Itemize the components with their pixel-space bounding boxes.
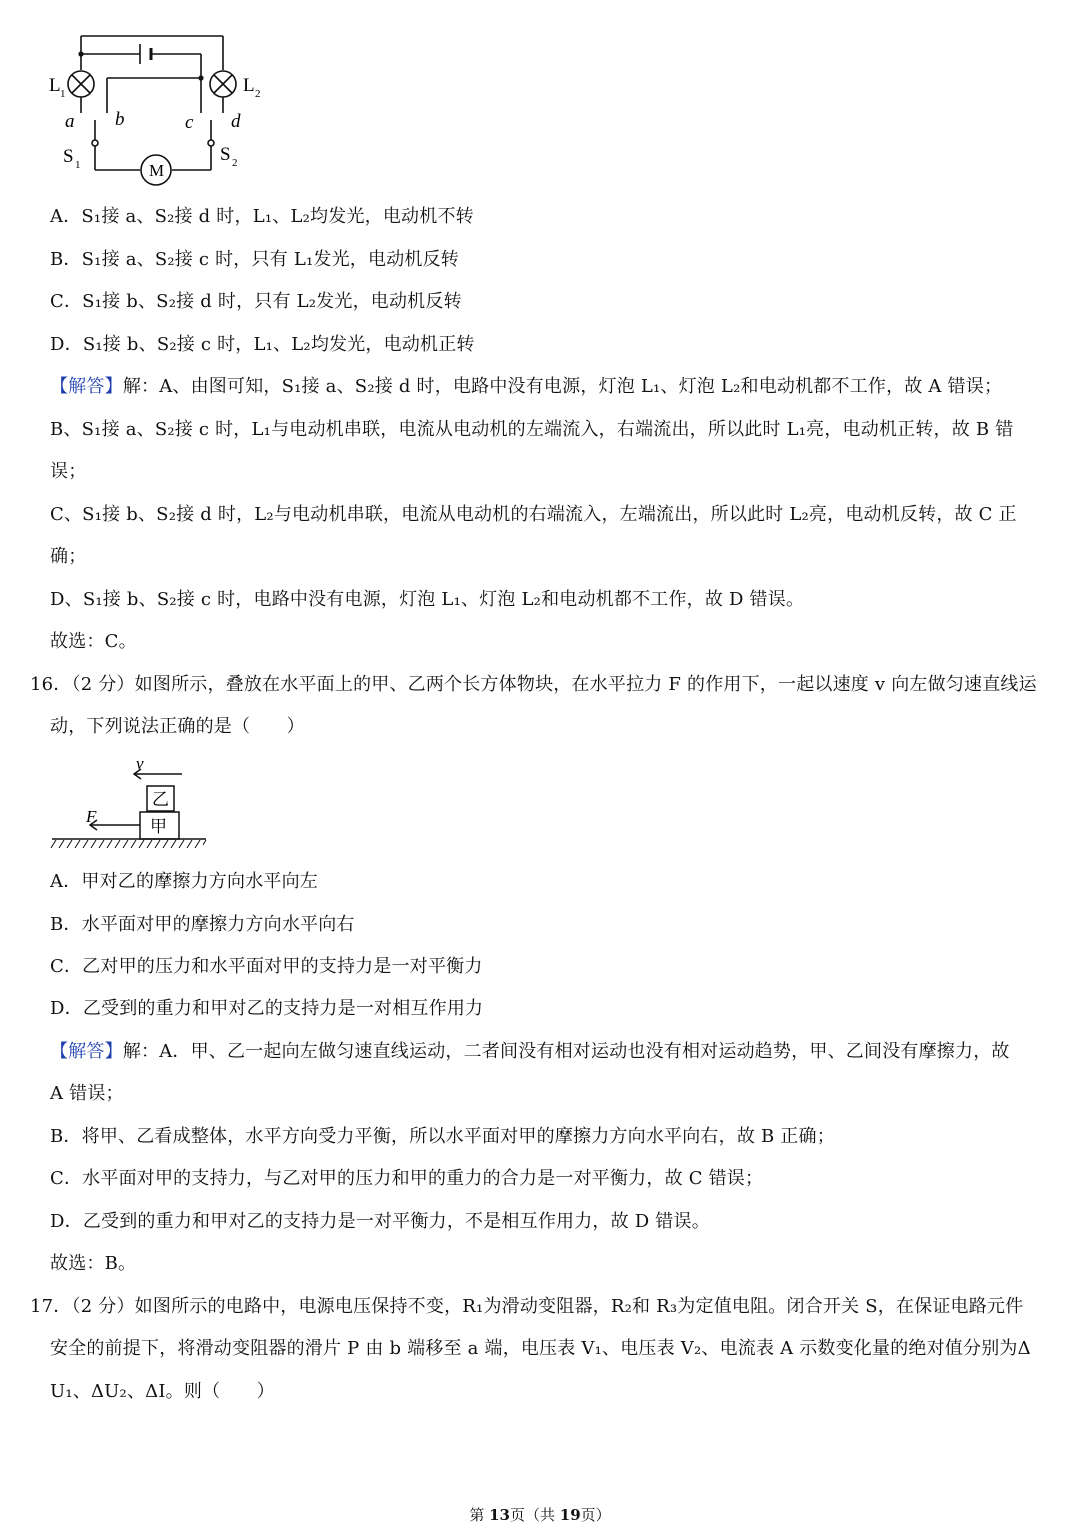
q17-stem-line-1: 17．（2 分）如图所示的电路中，电源电压保持不变，R₁为滑动变阻器，R₂和 R₃为定值电阻。闭合开关 S，在保证电路元件 xyxy=(30,1296,1024,1317)
q15-answer-line-1 xyxy=(50,375,1002,399)
q15-answer-line-4: C、S₁接 b、S₂接 d 时，L₂与电动机串联，电流从电动机的右端流入，左端流出，所以此时 L₂亮，电动机反转，故 C 正 xyxy=(50,504,1017,525)
answer-tag: 【解答】 xyxy=(50,1041,123,1062)
label-b: b xyxy=(115,109,125,130)
label-block-yi: 乙 xyxy=(152,790,169,809)
label-s2: S xyxy=(220,144,231,165)
answer-tag: 【解答】 xyxy=(50,376,123,397)
label-a: a xyxy=(65,111,75,132)
label-v: v xyxy=(136,754,144,773)
ground-hatching xyxy=(51,840,206,848)
q15-option-d: D．S₁接 b、S₂接 c 时，L₁、L₂均发光，电动机正转 xyxy=(50,334,475,355)
blocks-diagram xyxy=(48,752,213,852)
q15-option-c: C．S₁接 b、S₂接 d 时，只有 L₂发光，电动机反转 xyxy=(50,291,462,312)
q16-stem-line-1: 16．（2 分）如图所示，叠放在水平面上的甲、乙两个长方体物块，在水平拉力 F 的作用下，一起以速度 v 向左做匀速直线运 xyxy=(30,674,1037,695)
label-l2: L xyxy=(243,75,255,96)
footer-total-pages: 19 xyxy=(559,1506,581,1524)
label-s1-sub: 1 xyxy=(75,159,81,171)
label-f: F xyxy=(86,807,97,826)
label-c: c xyxy=(185,112,194,133)
label-s2-sub: 2 xyxy=(232,157,238,169)
footer-middle: 页（共 xyxy=(509,1506,560,1524)
answer-text: 解：A、由图可知，S₁接 a、S₂接 d 时，电路中没有电源，灯泡 L₁、灯泡 L₂和电动机都不工作，故 A 错误； xyxy=(122,376,1003,397)
q16-option-d: D．乙受到的重力和甲对乙的支持力是一对相互作用力 xyxy=(50,998,484,1019)
q15-answer-line-2: B、S₁接 a、S₂接 c 时，L₁与电动机串联，电流从电动机的左端流入，右端流出，所以此时 L₁亮，电动机正转，故 B 错 xyxy=(50,419,1014,440)
label-motor: M xyxy=(149,161,165,180)
q16-option-c: C．乙对甲的压力和水平面对甲的支持力是一对平衡力 xyxy=(50,956,483,977)
label-l2-sub: 2 xyxy=(255,88,261,100)
footer-page-number: 13 xyxy=(489,1506,510,1524)
q15-answer-line-3: 误； xyxy=(50,461,87,482)
switch-s2-pivot xyxy=(208,140,214,146)
q16-answer-line-1 xyxy=(50,1040,1010,1064)
junction-dot xyxy=(198,75,203,80)
footer-prefix: 第 xyxy=(469,1506,490,1524)
q15-option-b: B．S₁接 a、S₂接 c 时，只有 L₁发光，电动机反转 xyxy=(50,249,459,270)
q17-stem-line-3: U₁、ΔU₂、ΔI。则（ ） xyxy=(50,1381,275,1402)
junction-dot xyxy=(78,51,83,56)
q15-answer-line-6: D、S₁接 b、S₂接 c 时，电路中没有电源，灯泡 L₁、灯泡 L₂和电动机都不工作，故 D 错误。 xyxy=(50,589,805,610)
q16-answer-line-5: D．乙受到的重力和甲对乙的支持力是一对平衡力，不是相互作用力，故 D 错误。 xyxy=(50,1211,710,1232)
label-block-jia: 甲 xyxy=(150,817,167,836)
q17-stem-line-2: 安全的前提下，将滑动变阻器的滑片 P 由 b 端移至 a 端，电压表 V₁、电压表 V₂、电流表 A 示数变化量的绝对值分别为Δ xyxy=(50,1338,1031,1359)
circuit-diagram xyxy=(45,28,275,188)
q16-answer-line-2: A 错误； xyxy=(50,1083,124,1104)
label-l1-sub: 1 xyxy=(60,88,66,100)
label-l1: L xyxy=(49,75,61,96)
page-footer xyxy=(0,1505,1080,1525)
q15-option-a: A．S₁接 a、S₂接 d 时，L₁、L₂均发光，电动机不转 xyxy=(50,206,474,227)
label-s1: S xyxy=(63,146,74,167)
label-d: d xyxy=(231,111,241,132)
q15-answer-line-5: 确； xyxy=(50,546,87,567)
q16-stem-line-2: 动，下列说法正确的是（ ） xyxy=(50,716,305,737)
q16-answer-line-3: B．将甲、乙看成整体，水平方向受力平衡，所以水平面对甲的摩擦力方向水平向右，故 B 正确； xyxy=(50,1126,835,1147)
q16-option-a: A．甲对乙的摩擦力方向水平向左 xyxy=(50,871,318,892)
answer-text: 解：A．甲、乙一起向左做匀速直线运动，二者间没有相对运动也没有相对运动趋势，甲、乙间没有摩擦力，故 xyxy=(122,1041,1010,1062)
q16-option-b: B．水平面对甲的摩擦力方向水平向右 xyxy=(50,914,355,935)
footer-suffix: 页） xyxy=(580,1506,611,1524)
q15-answer-choice: 故选：C。 xyxy=(50,631,137,652)
q16-answer-line-4: C．水平面对甲的支持力，与乙对甲的压力和甲的重力的合力是一对平衡力，故 C 错误； xyxy=(50,1168,764,1189)
switch-s1-pivot xyxy=(92,140,98,146)
q16-answer-choice: 故选：B。 xyxy=(50,1253,137,1274)
